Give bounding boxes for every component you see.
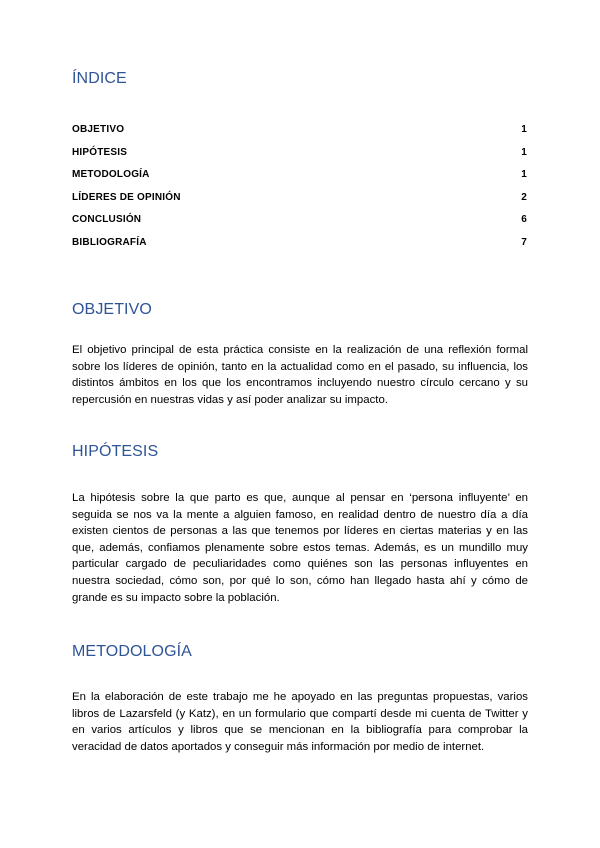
toc-entry-page: 6 xyxy=(521,214,527,226)
hipotesis-paragraph: La hipótesis sobre la que parto es que, aunque al pensar en ‘persona influyente’ en seguida se nos va la mente a alguien famoso, en realidad dentro de nuestro día a día existen cientos de personas a las que tenemos por líderes en ciertas materias y en las que, además, confiamos plenamente sobre estos temas. Además, es un mundillo muy particular cargado de peculiaridades como quiénes son las personas influyentes en nuestra sociedad, cómo son, por qué lo son, cómo han llegado hasta ahí y cómo de grande es su impacto sobre la población. xyxy=(72,492,528,604)
toc-entry-page: 7 xyxy=(521,236,527,248)
toc-entry-hipotesis[interactable] xyxy=(72,147,528,170)
toc-entry-label: LÍDERES DE OPINIÓN xyxy=(72,191,181,203)
toc-entry-page: 1 xyxy=(521,124,527,135)
objetivo-paragraph: El objetivo principal de esta práctica consiste en la realización de una reflexión formal sobre los líderes de opinión, tanto en la actualidad como en el pasado, su influencia, los distintos ámbitos en los que los encontramos incluyendo nuestro círculo cercano y su repercusión en nuestras vidas y así poder analizar su impacto. xyxy=(72,344,528,406)
index-heading: ÍNDICE xyxy=(72,70,127,87)
hipotesis-heading: HIPÓTESIS xyxy=(72,443,159,460)
toc-entry-label: BIBLIOGRAFÍA xyxy=(72,236,147,248)
toc-entry-page: 1 xyxy=(521,169,527,181)
objetivo-heading: OBJETIVO xyxy=(72,301,152,318)
toc-entry-conclusion[interactable] xyxy=(72,214,528,237)
toc-entry-label: METODOLOGÍA xyxy=(72,169,150,181)
metodologia-paragraph: En la elaboración de este trabajo me he apoyado en las preguntas propuestas, varios libros de Lazarsfeld (y Katz), en un formulario que compartí desde mi cuenta de Twitter y en varios artículos y libros que se mencionan en la bibliografía para comprobar la veracidad de datos aportados y conseguir más información por medio de internet. xyxy=(72,691,528,753)
toc-entry-page: 2 xyxy=(521,191,527,203)
toc-entry-label: HIPÓTESIS xyxy=(72,146,128,158)
toc-entry-metodologia[interactable] xyxy=(72,169,528,192)
table-of-contents xyxy=(72,124,528,260)
metodologia-heading: METODOLOGÍA xyxy=(72,643,192,660)
toc-entry-label: CONCLUSIÓN xyxy=(72,214,142,226)
toc-entry-bibliografia[interactable] xyxy=(72,237,528,260)
toc-entry-objetivo[interactable] xyxy=(72,124,528,147)
toc-entry-page: 1 xyxy=(521,146,527,158)
toc-entry-lideres-de-opinion[interactable] xyxy=(72,192,528,215)
toc-entry-label: OBJETIVO xyxy=(72,124,125,135)
